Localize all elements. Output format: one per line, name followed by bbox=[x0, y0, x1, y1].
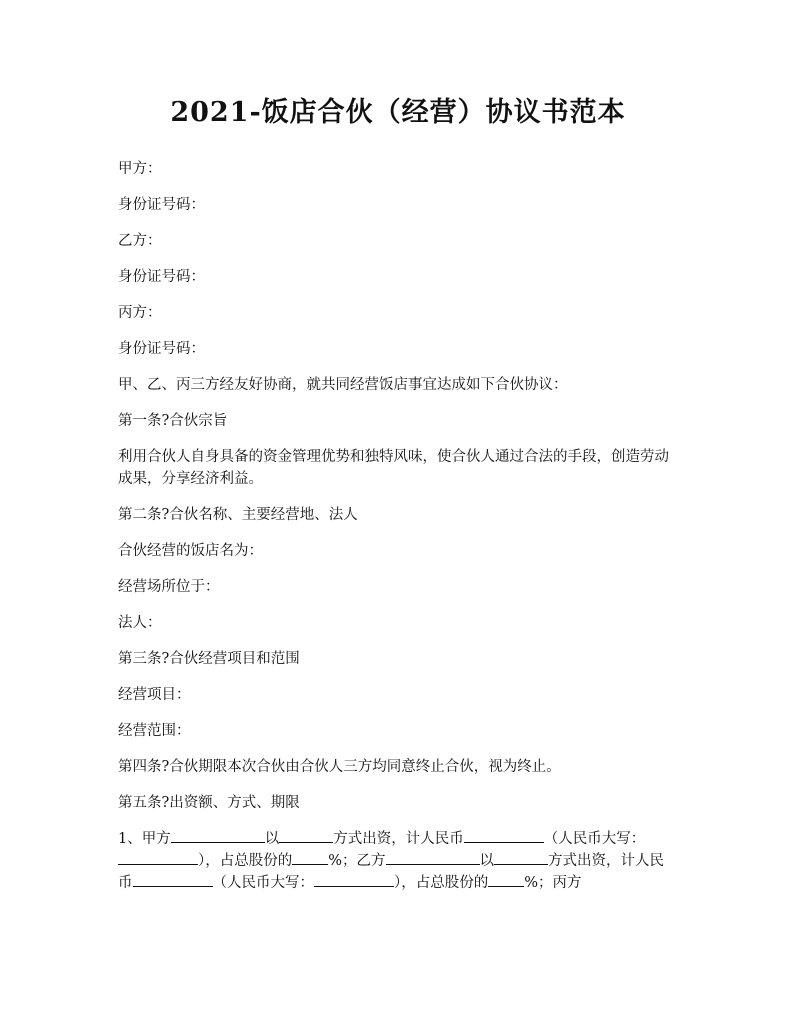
article-1-body: 利用合伙人自身具备的资金管理优势和独特风味，使合伙人通过合法的手段，创造劳动成果，分享经济利益。 bbox=[118, 449, 669, 487]
clause-text: 以 bbox=[479, 853, 495, 869]
party-b-id-label: 身份证号码： bbox=[118, 269, 205, 285]
blank-line bbox=[133, 872, 213, 887]
business-scope-label: 经营范围： bbox=[118, 723, 191, 739]
party-a-label: 甲方： bbox=[118, 161, 162, 177]
clause-text: 方式出资，计人民币 bbox=[333, 831, 464, 847]
blank-line bbox=[118, 850, 198, 865]
clause-text: 币 bbox=[118, 875, 133, 891]
clause-text: %；丙方 bbox=[524, 875, 582, 891]
article-3-heading: 第三条?合伙经营项目和范围 bbox=[118, 651, 300, 667]
blank-line bbox=[386, 850, 480, 865]
blank-line bbox=[314, 872, 394, 887]
blank-line bbox=[292, 850, 328, 865]
party-c-id-label: 身份证号码： bbox=[118, 341, 205, 357]
article-5-heading: 第五条?出资额、方式、期限 bbox=[118, 795, 300, 811]
party-c-label: 丙方： bbox=[118, 305, 162, 321]
restaurant-name-label: 合伙经营的饭店名为： bbox=[118, 543, 263, 559]
clause-text: （人民币大写： bbox=[543, 831, 646, 847]
clause-text: 方式出资，计人民 bbox=[548, 853, 665, 869]
legal-person-label: 法人： bbox=[118, 615, 162, 631]
blank-line bbox=[488, 872, 524, 887]
document-title: 2021-饭店合伙（经营）协议书范本 bbox=[170, 97, 626, 128]
clause-text: %；乙方 bbox=[328, 853, 386, 869]
article-1-heading: 第一条?合伙宗旨 bbox=[118, 413, 228, 429]
article-4-text: 第四条?合伙期限本次合伙由合伙人三方均同意终止合伙，视为终止。 bbox=[118, 759, 561, 775]
location-label: 经营场所位于： bbox=[118, 579, 220, 595]
party-b-label: 乙方： bbox=[118, 233, 162, 249]
article-2-heading: 第二条?合伙名称、主要经营地、法人 bbox=[118, 507, 358, 523]
clause-text: ），占总股份的 bbox=[198, 853, 293, 869]
clause-text: （人民币大写： bbox=[212, 875, 314, 891]
contribution-clause bbox=[118, 828, 678, 894]
blank-line bbox=[494, 850, 548, 865]
clause-text: ），占总股份的 bbox=[394, 875, 489, 891]
clause-text: 1、甲方 bbox=[118, 831, 171, 847]
blank-line bbox=[171, 828, 265, 843]
preamble: 甲、乙、丙三方经友好协商，就共同经营饭店事宜达成如下合伙协议： bbox=[118, 377, 568, 393]
clause-text: 以 bbox=[264, 831, 280, 847]
blank-line bbox=[464, 828, 544, 843]
blank-line bbox=[279, 828, 333, 843]
party-a-id-label: 身份证号码： bbox=[118, 197, 205, 213]
business-items-label: 经营项目： bbox=[118, 687, 191, 703]
